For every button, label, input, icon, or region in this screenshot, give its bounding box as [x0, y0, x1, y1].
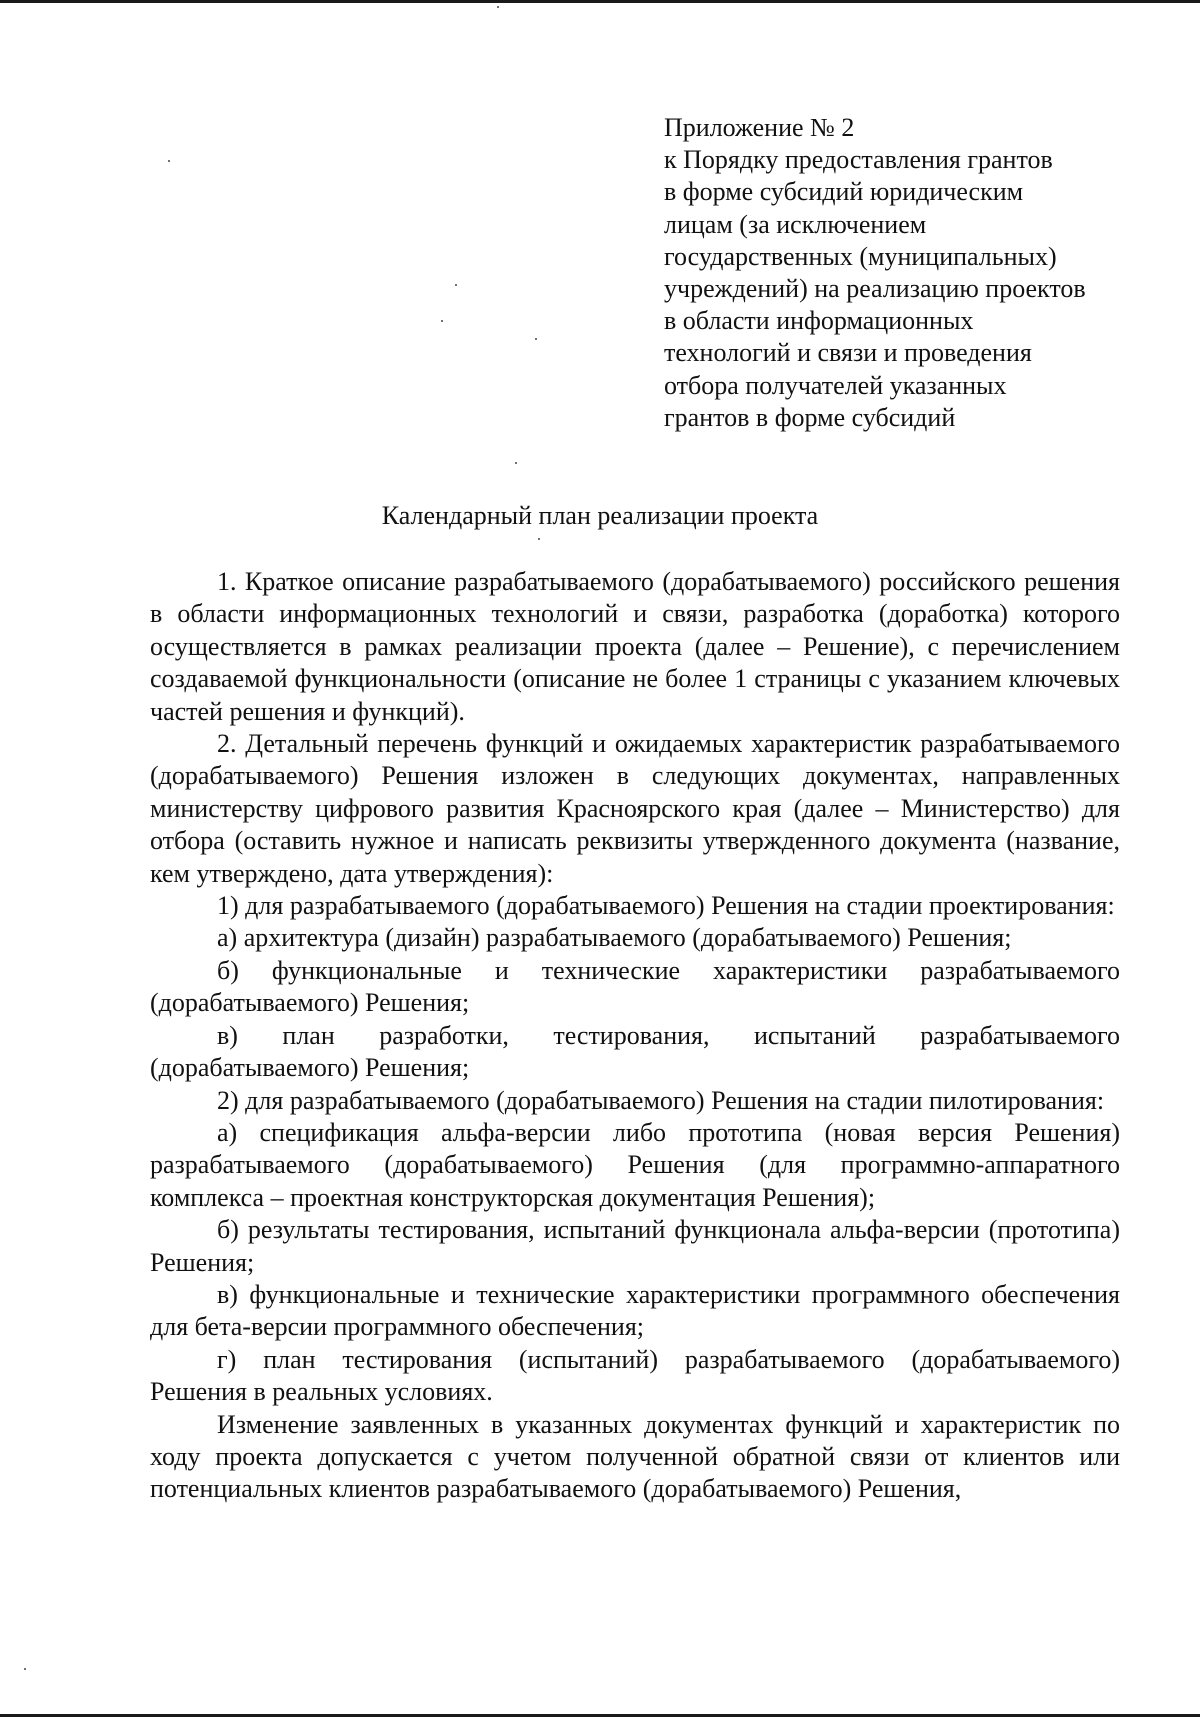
appendix-line: к Порядку предоставления грантов: [664, 145, 1053, 175]
scan-speck: [538, 538, 540, 540]
paragraph-pilot-a: а) спецификация альфа-версии либо прототипа (новая версия Решения) разрабатываемого (дорабатываемого) Решения (для программно-аппаратного комплекса – проектная конструкторская документация Решения);: [150, 1117, 1120, 1212]
scan-speck: [455, 284, 457, 286]
scan-edge-top: [0, 0, 1200, 3]
paragraph-changes-note: Изменение заявленных в указанных документах функций и характеристик по ходу проекта допускается с учетом полученной обратной связи от клиентов или потенциальных клиентов разрабатываемого (дорабатываемого) Решения,: [150, 1409, 1120, 1504]
appendix-line: государственных (муниципальных): [664, 241, 1057, 271]
appendix-line: лицам (за исключением: [664, 209, 927, 239]
appendix-header: [664, 112, 1164, 434]
scan-speck: [497, 6, 499, 8]
paragraph-design-c: в) план разработки, тестирования, испытаний разрабатываемого (дорабатываемого) Решения;: [150, 1020, 1120, 1083]
appendix-line: в форме субсидий юридическим: [664, 177, 1024, 207]
appendix-line: технологий и связи и проведения: [664, 338, 1032, 368]
appendix-line: грантов в форме субсидий: [664, 402, 956, 432]
paragraph-item-2: 2. Детальный перечень функций и ожидаемых характеристик разрабатываемого (дорабатываемого) Решения изложен в следующих документах, направленных министерству цифрового развития Красноярского края (далее – Министерство) для отбора (оставить нужное и написать реквизиты утвержденного документа (название, кем утверждено, дата утверждения):: [150, 729, 1120, 888]
appendix-line: отбора получателей указанных: [664, 370, 1007, 400]
paragraph-pilot-d: г) план тестирования (испытаний) разрабатываемого (дорабатываемого) Решения в реальных условиях.: [150, 1344, 1120, 1407]
paragraph-pilot-b: б) результаты тестирования, испытаний функционала альфа-версии (прототипа) Решения;: [150, 1215, 1120, 1277]
scan-speck: [515, 462, 517, 464]
paragraph-subitem-pilot-stage: 2) для разрабатываемого (дорабатываемого) Решения на стадии пилотирования:: [217, 1085, 1105, 1115]
paragraph-design-b: б) функциональные и технические характеристики разрабатываемого (дорабатываемого) Решения;: [150, 955, 1120, 1018]
scan-speck: [441, 320, 443, 322]
appendix-line: в области информационных: [664, 306, 974, 336]
paragraph-design-a: а) архитектура (дизайн) разрабатываемого (дорабатываемого) Решения;: [217, 923, 1012, 953]
scan-speck: [168, 160, 170, 162]
paragraph-item-1: 1. Краткое описание разрабатываемого (дорабатываемого) российского решения в области информационных технологий и связи, разработка (доработка) которого осуществляется в рамках реализации проекта (далее – Решение), с перечислением создаваемой функциональности (описание не более 1 страницы с указанием ключевых частей решения и функций).: [150, 567, 1120, 726]
scan-speck: [535, 338, 537, 340]
paragraph-pilot-c: в) функциональные и технические характеристики программного обеспечения для бета-версии программного обеспечения;: [150, 1279, 1120, 1342]
appendix-line: Приложение № 2: [664, 113, 855, 142]
document-title: Календарный план реализации проекта: [381, 501, 819, 530]
paragraph-subitem-design-stage: 1) для разрабатываемого (дорабатываемого) Решения на стадии проектирования:: [217, 891, 1115, 921]
document-body: [150, 566, 1120, 1506]
appendix-line: учреждений) на реализацию проектов: [664, 274, 1086, 304]
scan-speck: [24, 1668, 26, 1670]
